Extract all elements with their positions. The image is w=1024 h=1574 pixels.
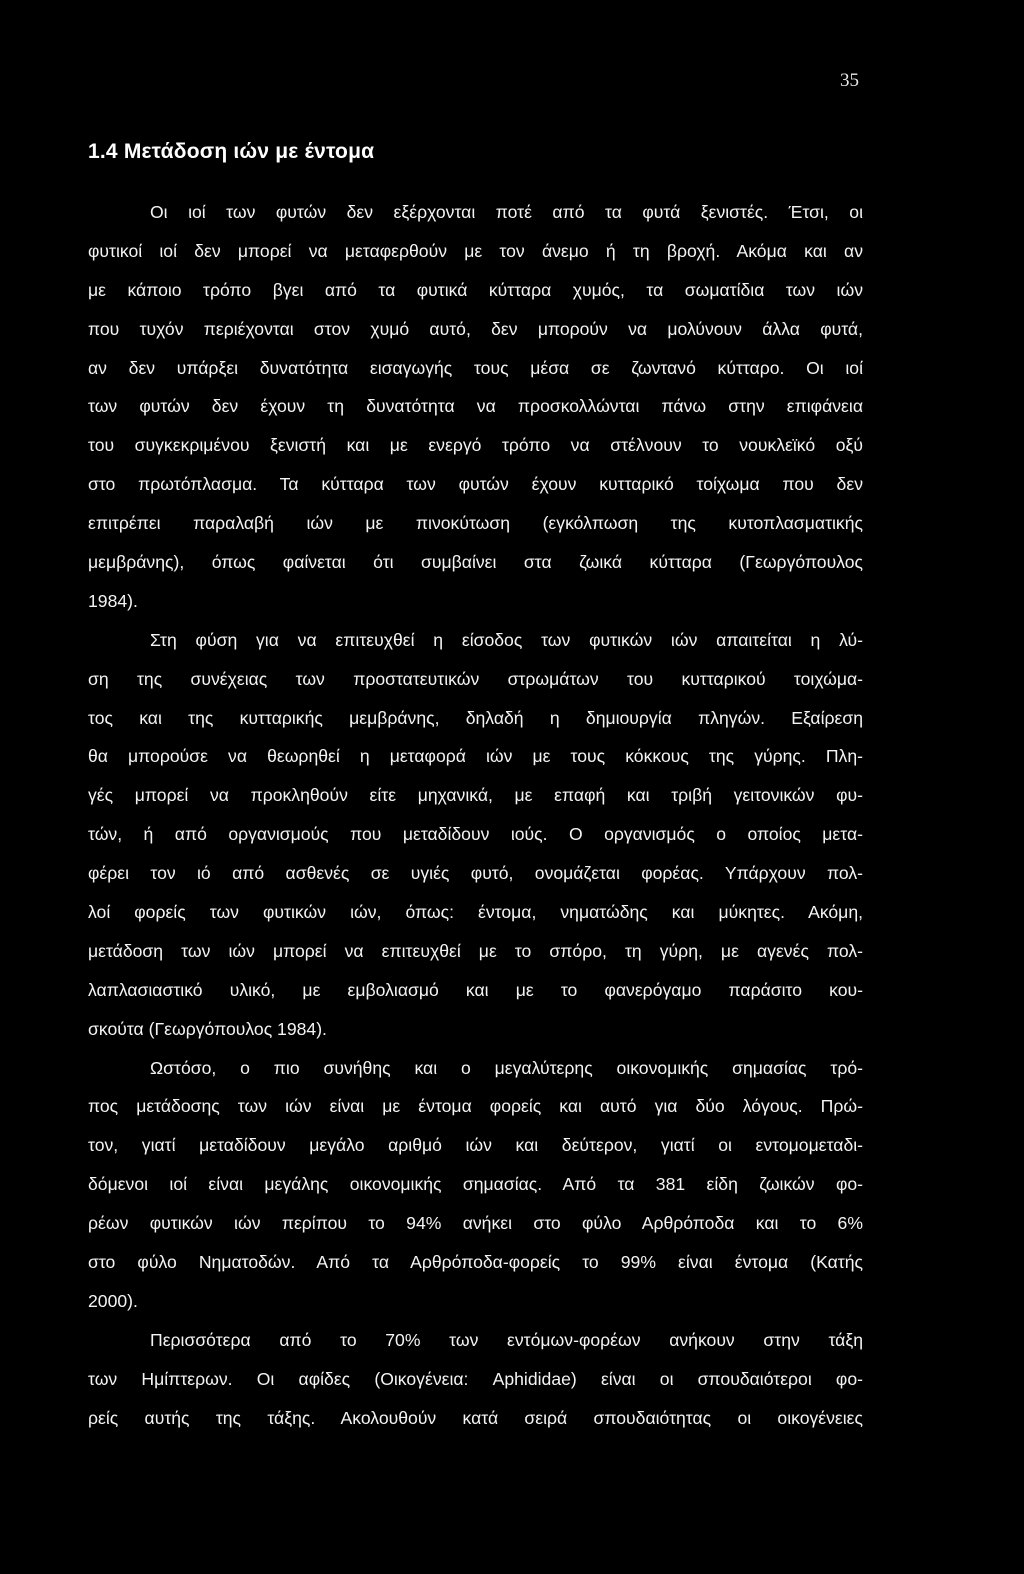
text-line: λοί φορείς των φυτικών ιών, όπως: έντομα, νηματώδης και μύκητες. Ακόμη,: [88, 902, 863, 923]
text-line: πος μετάδοσης των ιών είναι με έντομα φορείς και αυτό για δύο λόγους. Πρώ-: [88, 1096, 863, 1117]
text-line: ρείς αυτής της τάξης. Ακολουθούν κατά σειρά σπουδαιότητας οι οικογένειες: [88, 1407, 863, 1428]
text-line: στο πρωτόπλασμα. Τα κύτταρα των φυτών έχουν κυτταρικό τοίχωμα που δεν: [88, 474, 863, 495]
text-line: ρέων φυτικών ιών περίπου το 94% ανήκει στο φύλο Αρθρόποδα και το 6%: [88, 1213, 863, 1234]
text-line: σκούτα (Γεωργόπουλος 1984).: [88, 1018, 327, 1039]
text-line: Στη φύση για να επιτευχθεί η είσοδος των φυτικών ιών απαιτείται η λύ-: [150, 629, 863, 650]
text-line: με κάποιο τρόπο βγει από τα φυτικά κύτταρα χυμός, τα σωματίδια των ιών: [88, 279, 863, 300]
section-title: 1.4 Μετάδοση ιών με έντομα: [88, 140, 375, 163]
text-line: στο φύλο Νηματοδών. Από τα Αρθρόποδα-φορείς το 99% είναι έντομα (Κατής: [88, 1252, 863, 1273]
text-line: μεμβράνης), όπως φαίνεται ότι συμβαίνει στα ζωικά κύτταρα (Γεωργόπουλος: [88, 552, 863, 573]
text-line: αν δεν υπάρξει δυνατότητα εισαγωγής τους μέσα σε ζωντανό κύτταρο. Οι ιοί: [88, 357, 863, 378]
text-line: Περισσότερα από το 70% των εντόμων-φορέων ανήκουν στην τάξη: [150, 1329, 863, 1350]
text-line: Οι ιοί των φυτών δεν εξέρχονται ποτέ από τα φυτά ξενιστές. Έτσι, οι: [150, 202, 863, 222]
text-line: δόμενοι ιοί είναι μεγάλης οικονομικής σημασίας. Από τα 381 είδη ζωικών φο-: [88, 1174, 863, 1195]
page-number: 35: [840, 70, 859, 91]
text-line: φέρει τον ιό από ασθενές σε υγιές φυτό, ονομάζεται φορέας. Υπάρχουν πολ-: [88, 863, 863, 884]
text-line: τον, γιατί μεταδίδουν μεγάλο αριθμό ιών και δεύτερον, γιατί οι εντομομεταδι-: [88, 1135, 863, 1156]
text-line: 1984).: [88, 590, 138, 611]
text-line: τών, ή από οργανισμούς που μεταδίδουν ιούς. Ο οργανισμός ο οποίος μετα-: [88, 824, 863, 845]
text-line: επιτρέπει παραλαβή ιών με πινοκύτωση (εγκόλπωση της κυτοπλασματικής: [88, 513, 863, 534]
text-line: 2000).: [88, 1290, 138, 1311]
text-line: των Ημίπτερων. Οι αφίδες (Οικογένεια: Aphididae) είναι οι σπουδαιότεροι φο-: [88, 1368, 863, 1389]
text-line: φυτικοί ιοί δεν μπορεί να μεταφερθούν με τον άνεμο ή τη βροχή. Ακόμα και αν: [88, 240, 863, 261]
text-line: Ωστόσο, ο πιο συνήθης και ο μεγαλύτερης οικονομικής σημασίας τρό-: [150, 1057, 863, 1078]
text-line: λαπλασιαστικό υλικό, με εμβολιασμό και με το φανερόγαμο παράσιτο κου-: [88, 979, 863, 1000]
text-line: μετάδοση των ιών μπορεί να επιτευχθεί με το σπόρο, τη γύρη, με αγενές πολ-: [88, 940, 863, 961]
body-text: [88, 193, 863, 1438]
text-line: ση της συνέχειας των προστατευτικών στρωμάτων του κυτταρικού τοιχώμα-: [88, 668, 863, 689]
text-line: που τυχόν περιέχονται στον χυμό αυτό, δεν μπορούν να μολύνουν άλλα φυτά,: [88, 318, 863, 339]
text-line: τος και της κυτταρικής μεμβράνης, δηλαδή η δημιουργία πληγών. Εξαίρεση: [88, 707, 863, 728]
text-line: των φυτών δεν έχουν τη δυνατότητα να προσκολλώνται πάνω στην επιφάνεια: [88, 396, 863, 417]
text-line: του συγκεκριμένου ξενιστή και με ενεργό τρόπο να στέλνουν το νουκλεϊκό οξύ: [88, 435, 863, 456]
text-line: γές μπορεί να προκληθούν είτε μηχανικά, με επαφή και τριβή γειτονικών φυ-: [88, 785, 863, 806]
text-line: θα μπορούσε να θεωρηθεί η μεταφορά ιών με τους κόκκους της γύρης. Πλη-: [88, 746, 863, 767]
